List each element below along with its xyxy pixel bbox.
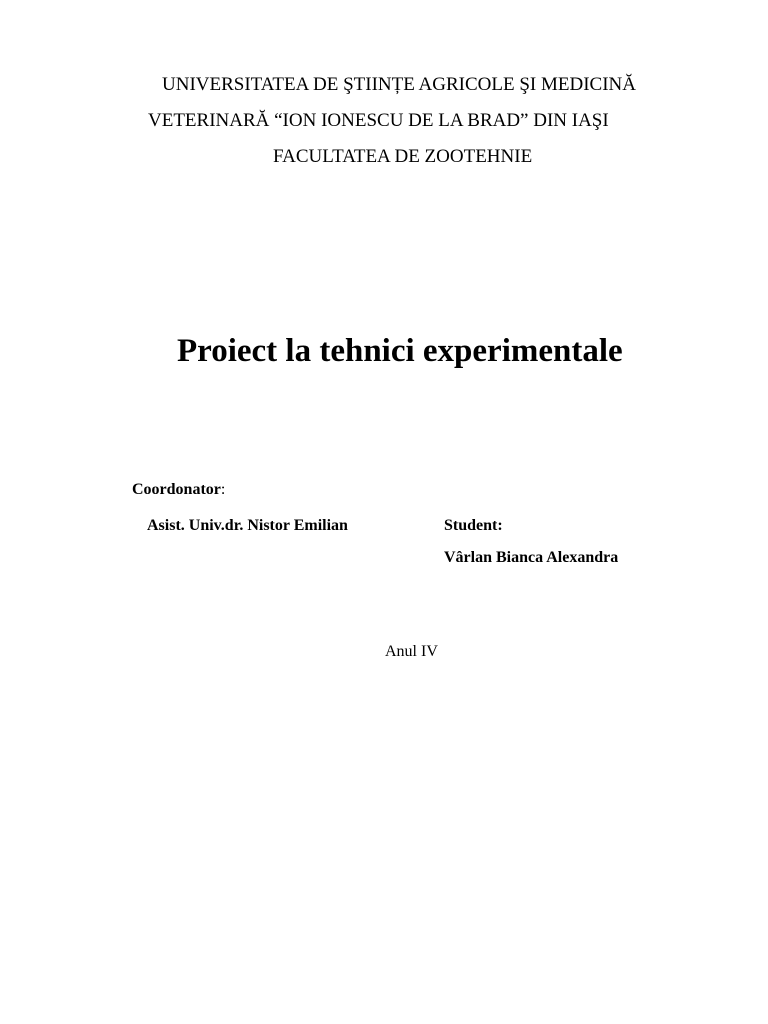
coordinator-label (132, 481, 225, 499)
student-name: Vârlan Bianca Alexandra (444, 549, 619, 566)
study-year: Anul IV (385, 643, 438, 660)
university-name-line2: VETERINARĂ “ION IONESCU DE LA BRAD” DIN IAŞI (148, 110, 609, 131)
student-label: Student: (444, 517, 503, 534)
project-title: Proiect la tehnici experimentale (177, 333, 623, 369)
coordinator-label-colon: : (220, 481, 226, 498)
coordinator-label-text: Coordonator (132, 481, 221, 498)
faculty-name: FACULTATEA DE ZOOTEHNIE (273, 146, 533, 167)
coordinator-name: Asist. Univ.dr. Nistor Emilian (147, 517, 348, 534)
university-name-line1: UNIVERSITATEA DE ŞTIINȚE AGRICOLE ŞI MEDICINĂ (162, 74, 636, 95)
